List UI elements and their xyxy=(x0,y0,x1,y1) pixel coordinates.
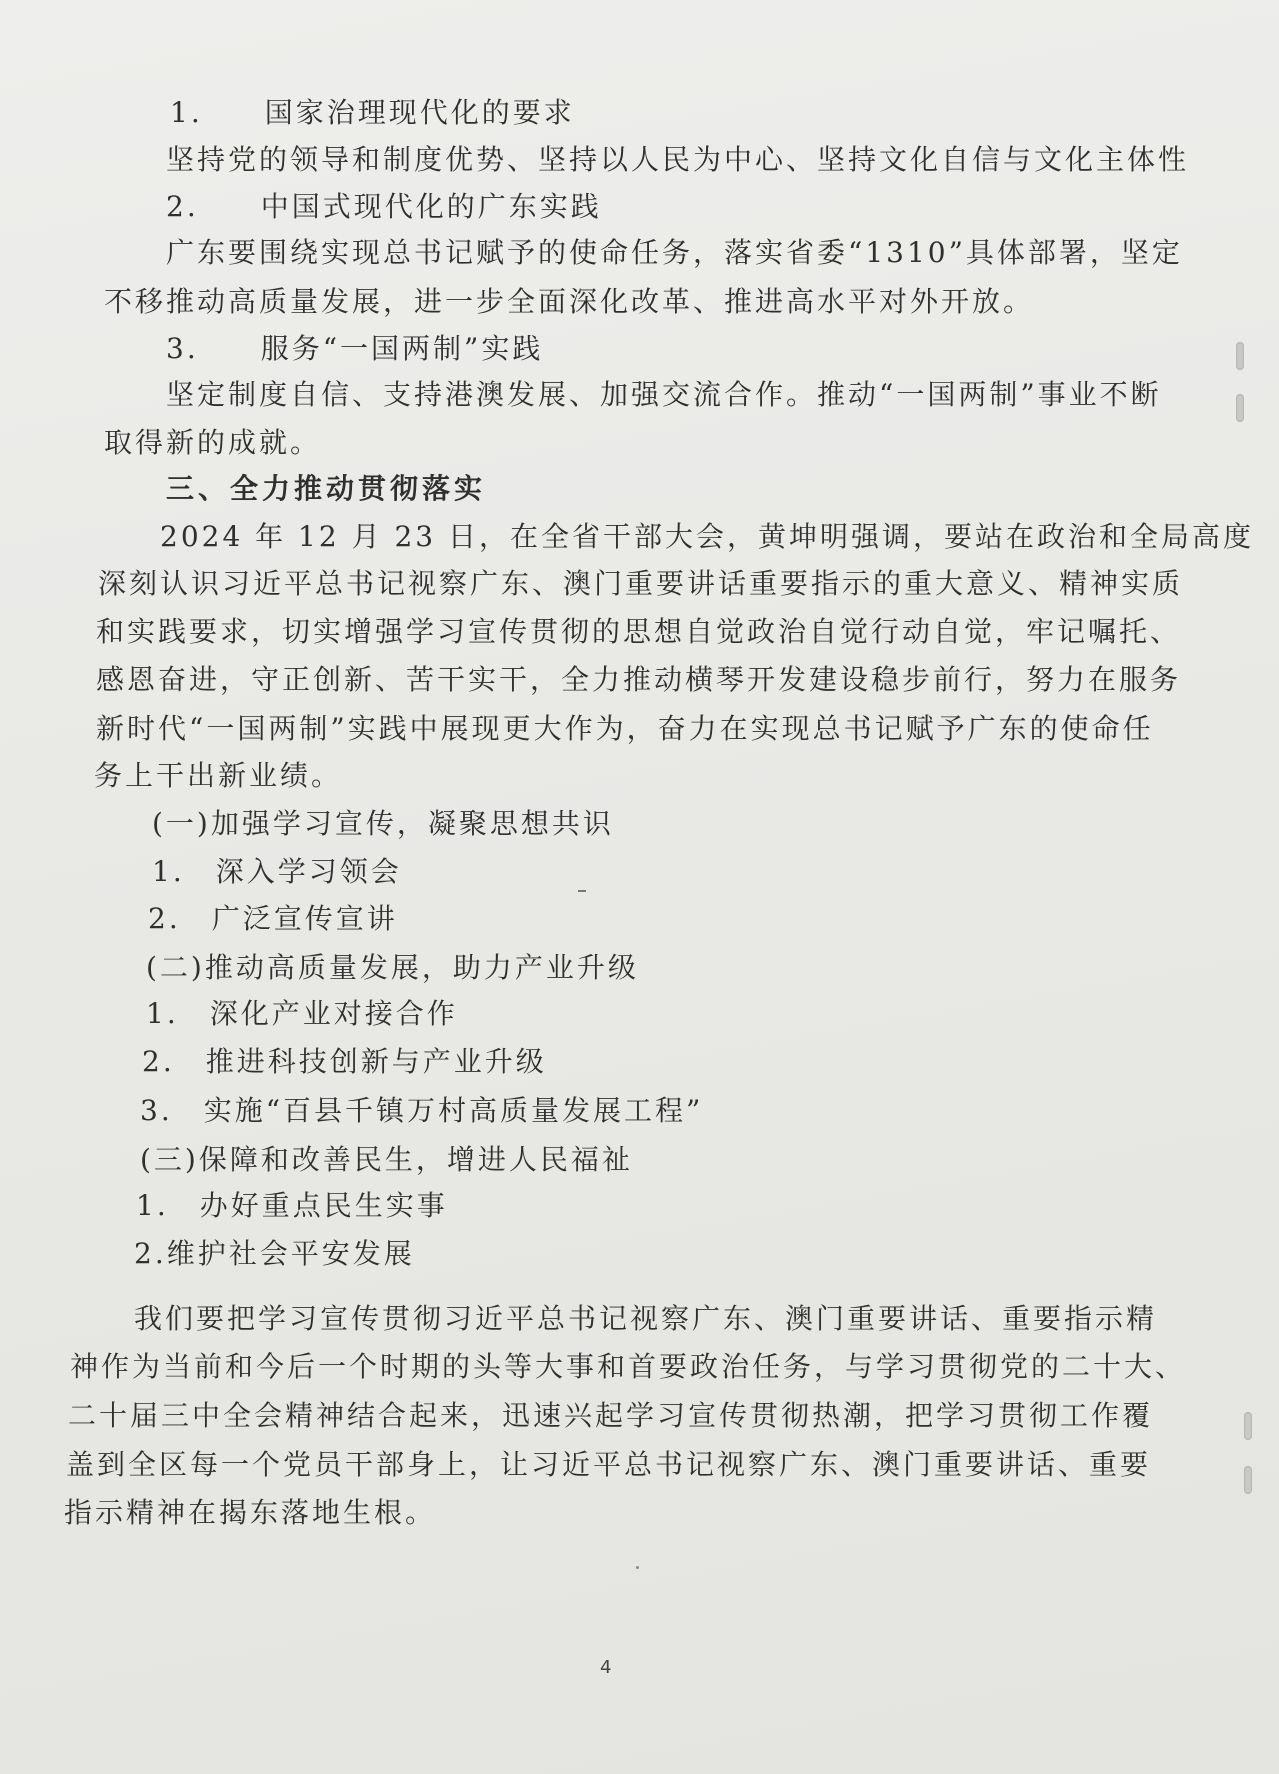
punch-hole-mark xyxy=(1244,1466,1252,1494)
text-line: 2. 推进科技创新与产业升级 xyxy=(142,1045,547,1078)
punch-hole-mark xyxy=(1236,342,1244,370)
text-line: 和实践要求，切实增强学习宣传贯彻的思想自觉政治自觉行动自觉，牢记嘱托、 xyxy=(96,615,1182,648)
page-number: 4 xyxy=(600,1657,612,1678)
text-line: 神作为当前和今后一个时期的头等大事和首要政治任务，与学习贯彻党的二十大、 xyxy=(70,1350,1187,1383)
text-line: 1. 深入学习领会 xyxy=(152,855,402,888)
text-line: (三)保障和改善民生，增进人民福祉 xyxy=(140,1143,633,1176)
section-heading: 三、全力推动贯彻落实 xyxy=(166,472,487,505)
text-line: 1. 深化产业对接合作 xyxy=(146,997,458,1030)
text-line: 坚定制度自信、支持港澳发展、加强交流合作。推动“一国两制”事业不断 xyxy=(166,378,1162,411)
text-line: 1. 国家治理现代化的要求 xyxy=(170,96,575,129)
text-line: 取得新的成就。 xyxy=(104,426,322,459)
text-line: (一)加强学习宣传，凝聚思想共识 xyxy=(152,807,614,840)
text-line: 盖到全区每一个党员干部身上，让习近平总书记视察广东、澳门重要讲话、重要 xyxy=(66,1448,1152,1481)
text-line: 2. 中国式现代化的广东实践 xyxy=(166,190,602,223)
stray-mark xyxy=(578,890,586,892)
text-line: 深刻认识习近平总书记视察广东、澳门重要讲话重要指示的重大意义、精神实质 xyxy=(98,567,1184,600)
text-line: 广东要围绕实现总书记赋予的使命任务，落实省委“1310”具体部署，坚定 xyxy=(166,236,1183,269)
punch-hole-mark xyxy=(1236,394,1244,422)
text-line: 2.维护社会平安发展 xyxy=(134,1237,415,1270)
text-line: 指示精神在揭东落地生根。 xyxy=(64,1496,437,1529)
text-line: 新时代“一国两制”实践中展现更大作为，奋力在实现总书记赋予广东的使命任 xyxy=(96,712,1154,745)
text-line: 坚持党的领导和制度优势、坚持以人民为中心、坚持文化自信与文化主体性 xyxy=(166,143,1190,176)
text-line: 感恩奋进，守正创新、苦干实干，全力推动横琴开发建设稳步前行，努力在服务 xyxy=(96,663,1182,696)
text-line: (二)推动高质量发展，助力产业升级 xyxy=(146,951,639,984)
text-line: 务上干出新业绩。 xyxy=(94,759,343,792)
text-line: 不移推动高质量发展，进一步全面深化改革、推进高水平对外开放。 xyxy=(104,285,1035,318)
text-line: 我们要把学习宣传贯彻习近平总书记视察广东、澳门重要讲话、重要指示精 xyxy=(134,1302,1158,1335)
text-line: 1. 办好重点民生实事 xyxy=(136,1189,448,1222)
stray-speck xyxy=(636,1566,639,1569)
text-line: 2. 广泛宣传宣讲 xyxy=(148,902,398,935)
text-line: 二十届三中全会精神结合起来，迅速兴起学习宣传贯彻热潮，把学习贯彻工作覆 xyxy=(68,1399,1154,1432)
text-line: 2024 年 12 月 23 日，在全省干部大会，黄坤明强调，要站在政治和全局高度 xyxy=(160,520,1255,553)
punch-hole-mark xyxy=(1244,1412,1252,1440)
text-line: 3. 服务“一国两制”实践 xyxy=(166,332,544,365)
text-line: 3. 实施“百县千镇万村高质量发展工程” xyxy=(140,1094,704,1127)
